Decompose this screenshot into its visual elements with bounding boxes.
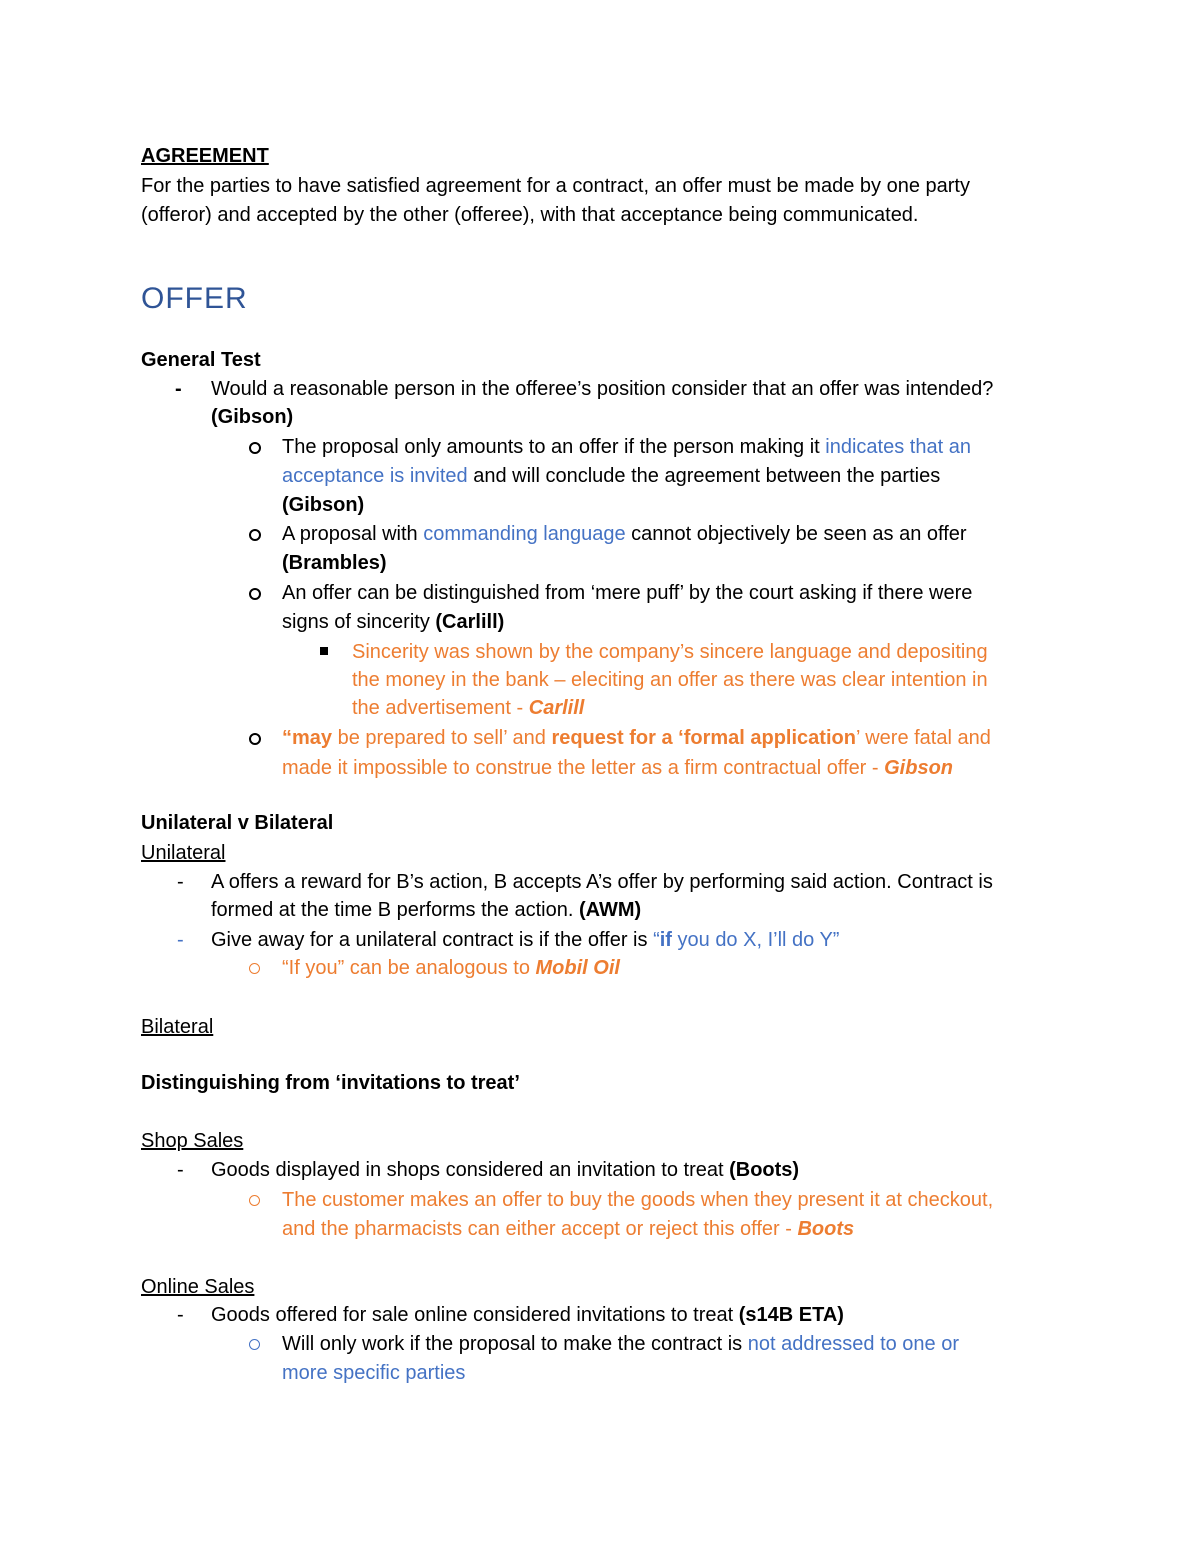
brambles-citation: (Brambles) — [282, 552, 387, 574]
circle-bullet-icon — [249, 1339, 260, 1350]
dash-bullet: - — [177, 871, 184, 893]
mobil-oil-note: “If you” can be analogous to Mobil Oil — [282, 957, 620, 979]
unilateral-bilateral-heading: Unilateral v Bilateral — [141, 812, 334, 834]
gibson-point-citation: (Gibson) — [282, 494, 365, 516]
carlill-note-line1: Sincerity was shown by the company’s sincere language and depositing — [352, 641, 988, 663]
unilateral-point1-line1: A offers a reward for B’s action, B accepts A’s offer by performing said action. Contract is — [211, 871, 993, 893]
gibson-point-line1: The proposal only amounts to an offer if the person making it indicates that an — [282, 436, 971, 458]
dash-bullet: - — [177, 929, 184, 951]
general-test-heading: General Test — [141, 349, 261, 371]
circle-bullet-icon — [249, 963, 260, 974]
carlill-point-line2: signs of sincerity (Carlill) — [282, 611, 505, 633]
agreement-text-line1: For the parties to have satisfied agreement for a contract, an offer must be made by one party — [141, 175, 970, 197]
boots-note-line1: The customer makes an offer to buy the goods when they present it at checkout, — [282, 1189, 994, 1211]
circle-bullet-icon — [249, 442, 261, 454]
offer-heading: OFFER — [141, 282, 248, 315]
online-note-line1: Will only work if the proposal to make the contract is not addressed to one or — [282, 1333, 960, 1355]
online-sales-point: Goods offered for sale online considered invitations to treat (s14B ETA) — [211, 1304, 844, 1326]
circle-bullet-icon — [249, 588, 261, 600]
dash-bullet: - — [175, 378, 182, 400]
boots-note-line2: and the pharmacists can either accept or reject this offer - Boots — [282, 1218, 855, 1240]
circle-bullet-icon — [249, 1195, 260, 1206]
circle-bullet-icon — [249, 529, 261, 541]
general-test-question-line1: Would a reasonable person in the offeree’s position consider that an offer was intended? — [211, 378, 994, 400]
dash-bullet: - — [177, 1159, 184, 1181]
distinguishing-heading: Distinguishing from ‘invitations to treat’ — [141, 1072, 520, 1094]
general-test-question-line2: (Gibson) — [211, 406, 294, 428]
agreement-heading: AGREEMENT — [141, 145, 269, 167]
circle-bullet-icon — [249, 733, 261, 745]
dash-bullet: - — [177, 1304, 184, 1326]
gibson-note-line1: “may be prepared to sell’ and request for a ‘formal application’ were fatal and — [282, 727, 991, 749]
agreement-text-line2: (offeror) and accepted by the other (offeree), with that acceptance being communicated. — [141, 204, 919, 226]
gibson-point-line2: acceptance is invited and will conclude the agreement between the parties — [282, 465, 941, 487]
carlill-note-line2: the money in the bank – eleciting an offer as there was clear intention in — [352, 669, 988, 691]
carlill-note-line3: the advertisement - Carlill — [352, 697, 585, 719]
bilateral-subheading: Bilateral — [141, 1016, 214, 1038]
online-note-line2: more specific parties — [282, 1362, 466, 1384]
unilateral-point1-line2: formed at the time B performs the action. (AWM) — [211, 899, 642, 921]
brambles-point-line1: A proposal with commanding language cannot objectively be seen as an offer — [282, 523, 967, 545]
unilateral-point2: Give away for a unilateral contract is if the offer is “if you do X, I’ll do Y” — [211, 929, 840, 951]
online-sales-heading: Online Sales — [141, 1276, 255, 1298]
square-bullet-icon — [320, 647, 328, 655]
shop-sales-heading: Shop Sales — [141, 1130, 244, 1152]
shop-sales-point: Goods displayed in shops considered an invitation to treat (Boots) — [211, 1159, 800, 1181]
gibson-note-line2: made it impossible to construe the letter as a firm contractual offer - Gibson — [282, 757, 954, 779]
unilateral-subheading: Unilateral — [141, 842, 226, 864]
carlill-point-line1: An offer can be distinguished from ‘mere puff’ by the court asking if there were — [282, 582, 973, 604]
